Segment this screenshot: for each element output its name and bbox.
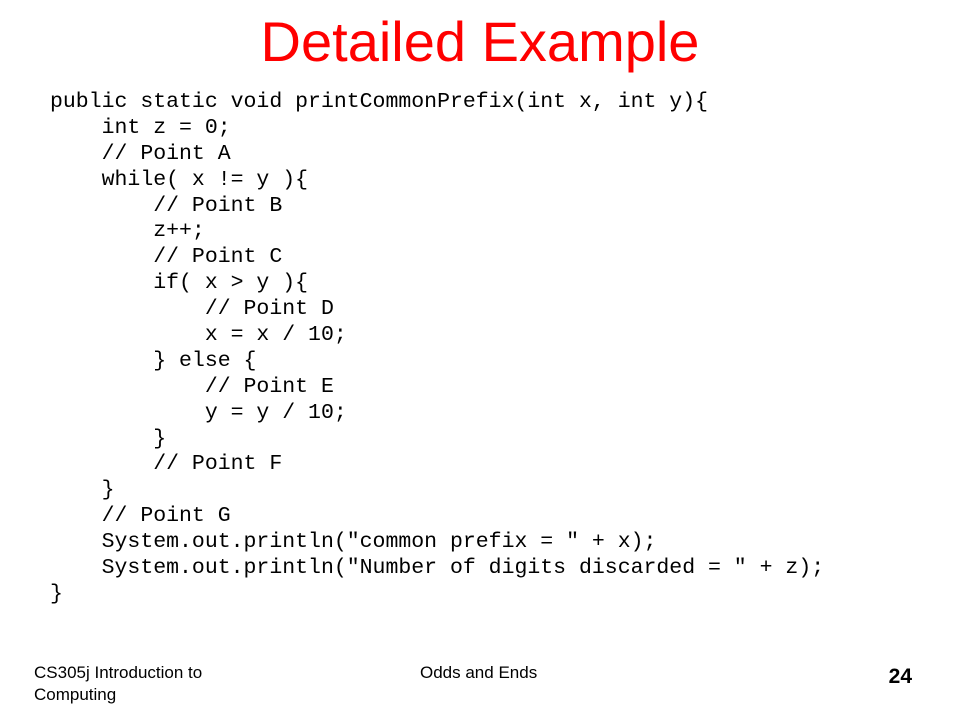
code-line: // Point E	[50, 374, 334, 399]
code-line: }	[50, 426, 167, 451]
footer-course-name: CS305j Introduction to Computing	[34, 663, 203, 704]
code-line: // Point D	[50, 297, 334, 322]
code-line: }	[50, 478, 115, 503]
code-line: // Point C	[50, 245, 283, 270]
footer-topic: Odds and Ends	[420, 663, 538, 682]
code-line: System.out.println("Number of digits discarded = " + z);	[50, 556, 825, 581]
code-line: // Point B	[50, 193, 283, 218]
code-line: int z = 0;	[50, 115, 231, 140]
code-line: if( x > y ){	[50, 271, 309, 296]
code-line: System.out.println("common prefix = " + x);	[50, 530, 657, 555]
code-line: } else {	[50, 348, 257, 373]
code-block	[50, 90, 824, 608]
code-line: z++;	[50, 219, 205, 244]
code-line: while( x != y ){	[50, 167, 309, 192]
code-line: }	[50, 581, 63, 606]
code-line: y = y / 10;	[50, 400, 347, 425]
code-line: public static void printCommonPrefix(int x, int y){	[50, 90, 709, 114]
code-line: // Point A	[50, 141, 231, 166]
slide-title: Detailed Example	[260, 10, 700, 73]
page-number: 24	[888, 665, 912, 688]
code-line: // Point G	[50, 504, 231, 529]
code-line: // Point F	[50, 452, 283, 477]
code-line: x = x / 10;	[50, 323, 347, 348]
